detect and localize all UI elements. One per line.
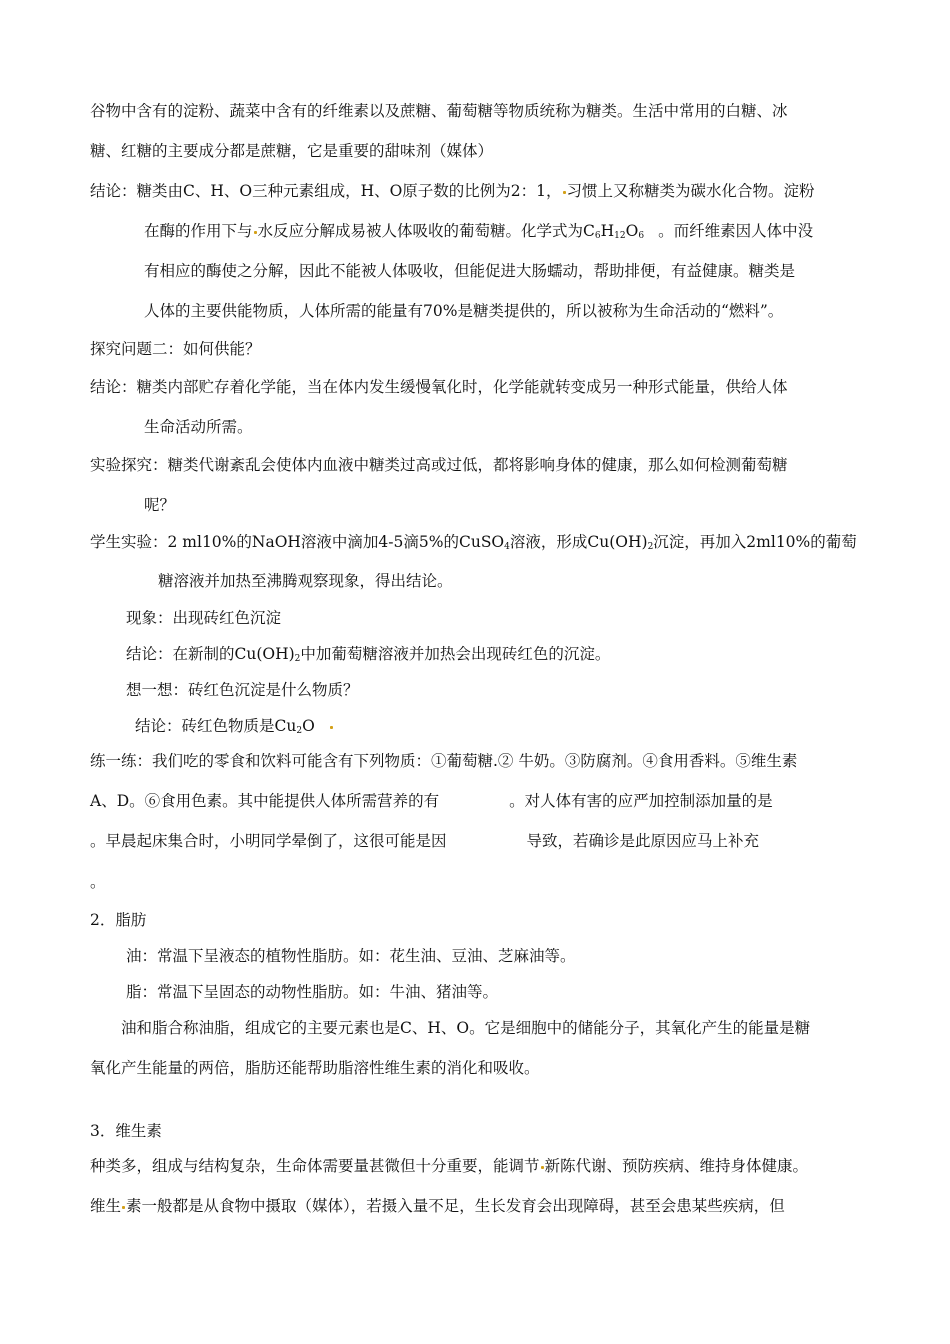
text-segment: 结论：在新制的Cu(OH) (126, 645, 295, 663)
fat-grease-line: 脂：常温下呈固态的动物性脂肪。如：牛油、猪油等。 (126, 983, 499, 1001)
text-segment: 结论：砖红色物质是Cu (135, 717, 297, 735)
exercise-line-2 (90, 791, 773, 811)
formula-subscript: 6 (594, 231, 601, 241)
text-segment: 结论：糖类由C、H、O三种元素组成，H、O原子数的比例为2：1， (90, 182, 562, 200)
conclusion-2-line-1: 结论：糖类内部贮存着化学能，当在体内发生缓慢氧化时，化学能就转变成另一种形式能量，供给人体 (90, 378, 788, 396)
fat-paragraph-line-1: 油和脂合称油脂，组成它的主要元素也是C、H、O。它是细胞中的储能分子，其氧化产生的能量是糖 (121, 1019, 811, 1037)
text-segment: 溶液，形成Cu(OH) (509, 533, 648, 551)
fat-heading: 2．脂肪 (90, 911, 147, 929)
text-segment: A、D。⑥食用色素。其中能提供人体所需营养的有 (90, 792, 440, 810)
formula-subscript: 2 (296, 726, 303, 736)
text-segment: 沉淀，再加入2ml10%的葡萄 (653, 533, 857, 551)
conclusion-1-line-2 (144, 221, 813, 241)
experiment-line-1: 实验探究：糖类代谢紊乱会使体内血液中糖类过高或过低，都将影响身体的健康，那么如何检测葡萄糖 (90, 456, 788, 474)
text-segment: O (302, 717, 315, 735)
text-segment: 中加葡萄糖溶液并加热会出现砖红色的沉淀。 (300, 645, 611, 663)
intro-line-2: 糖、红糖的主要成分都是蔗糖，它是重要的甜味剂（媒体） (90, 142, 494, 160)
exercise-line-4: 。 (90, 873, 106, 891)
text-segment: 在酶的作用下与 (144, 222, 253, 240)
text-segment: 习惯上又称糖类为碳水化合物。淀粉 (566, 182, 815, 200)
formula-part: C (583, 222, 595, 240)
formula-part: O (625, 222, 639, 240)
formula-subscript: 12 (614, 231, 626, 241)
conclusion-2-line-2: 生命活动所需。 (144, 418, 253, 436)
mark-dot-icon (563, 191, 566, 194)
conclusion-4-line (135, 716, 334, 736)
conclusion-3-line (126, 644, 610, 664)
exercise-line-1: 练一练：我们吃的零食和饮料可能含有下列物质：①葡萄糖.② 牛奶。③防腐剂。④食用香料。⑤维生素 (90, 752, 798, 770)
experiment-line-2: 呢？ (144, 496, 176, 514)
text-segment: 。早晨起床集合时，小明同学晕倒了，这很可能是因 (90, 832, 447, 850)
vitamin-line-1 (90, 1156, 808, 1176)
think-question: 想一想：砖红色沉淀是什么物质？ (126, 681, 359, 699)
intro-line-1: 谷物中含有的淀粉、蔬菜中含有的纤维素以及蔗糖、葡萄糖等物质统称为糖类。生活中常用的白糖、冰 (90, 102, 788, 120)
text-segment: 学生实验：2 ml10%的NaOH溶液中滴加4-5滴5%的CuSO (90, 533, 505, 551)
vitamin-heading: 3．维生素 (90, 1122, 162, 1140)
vitamin-line-2 (90, 1196, 785, 1216)
formula-subscript: 4 (504, 542, 510, 552)
student-experiment-line-2: 糖溶液并加热至沸腾观察现象，得出结论。 (158, 572, 453, 590)
fat-paragraph-line-2: 氧化产生能量的两倍，脂肪还能帮助脂溶性维生素的消化和吸收。 (90, 1059, 540, 1077)
mark-dot-icon (330, 726, 333, 729)
mark-dot-icon (254, 231, 257, 234)
text-segment: 。对人体有害的应严加控制添加量的是 (509, 792, 773, 810)
mark-dot-icon (122, 1206, 125, 1209)
formula-part: H (600, 222, 615, 240)
text-segment: 维生 (90, 1197, 122, 1215)
mark-dot-icon (541, 1166, 544, 1169)
text-segment: 导致，若确诊是此原因应马上补充 (526, 832, 760, 850)
text-segment: 新陈代谢、预防疾病、维持身体健康。 (544, 1157, 809, 1175)
fat-oil-line: 油：常温下呈液态的植物性脂肪。如：花生油、豆油、芝麻油等。 (126, 947, 576, 965)
formula-subscript: 2 (294, 654, 301, 664)
text-segment: 种类多，组成与结构复杂，生命体需要量甚微但十分重要，能调节 (90, 1157, 540, 1175)
text-segment: 水反应分解成易被人体吸收的葡萄糖。化学式为 (257, 222, 584, 240)
text-segment: 。而纤维素因人体中没 (658, 222, 814, 240)
formula-subscript: 6 (638, 231, 645, 241)
text-segment: 素一般都是从食物中摄取（媒体），若摄入量不足，生长发育会出现障碍，甚至会患某些疾病，但 (126, 1197, 785, 1215)
phenomenon-text: 现象：出现砖红色沉淀 (126, 609, 282, 627)
conclusion-1-line-3: 有相应的酶使之分解，因此不能被人体吸收，但能促进大肠蠕动，帮助排便，有益健康。糖类是 (144, 262, 796, 280)
glucose-formula (583, 222, 644, 240)
student-experiment-line-1 (90, 532, 857, 552)
conclusion-1-line-4: 人体的主要供能物质，人体所需的能量有70%是糖类提供的，所以被称为生命活动的“燃料”。 (144, 302, 784, 320)
formula-subscript: 2 (647, 542, 654, 552)
exercise-line-3 (90, 831, 759, 851)
conclusion-1-line-1 (90, 181, 815, 201)
question-2-heading: 探究问题二：如何供能？ (90, 340, 261, 358)
